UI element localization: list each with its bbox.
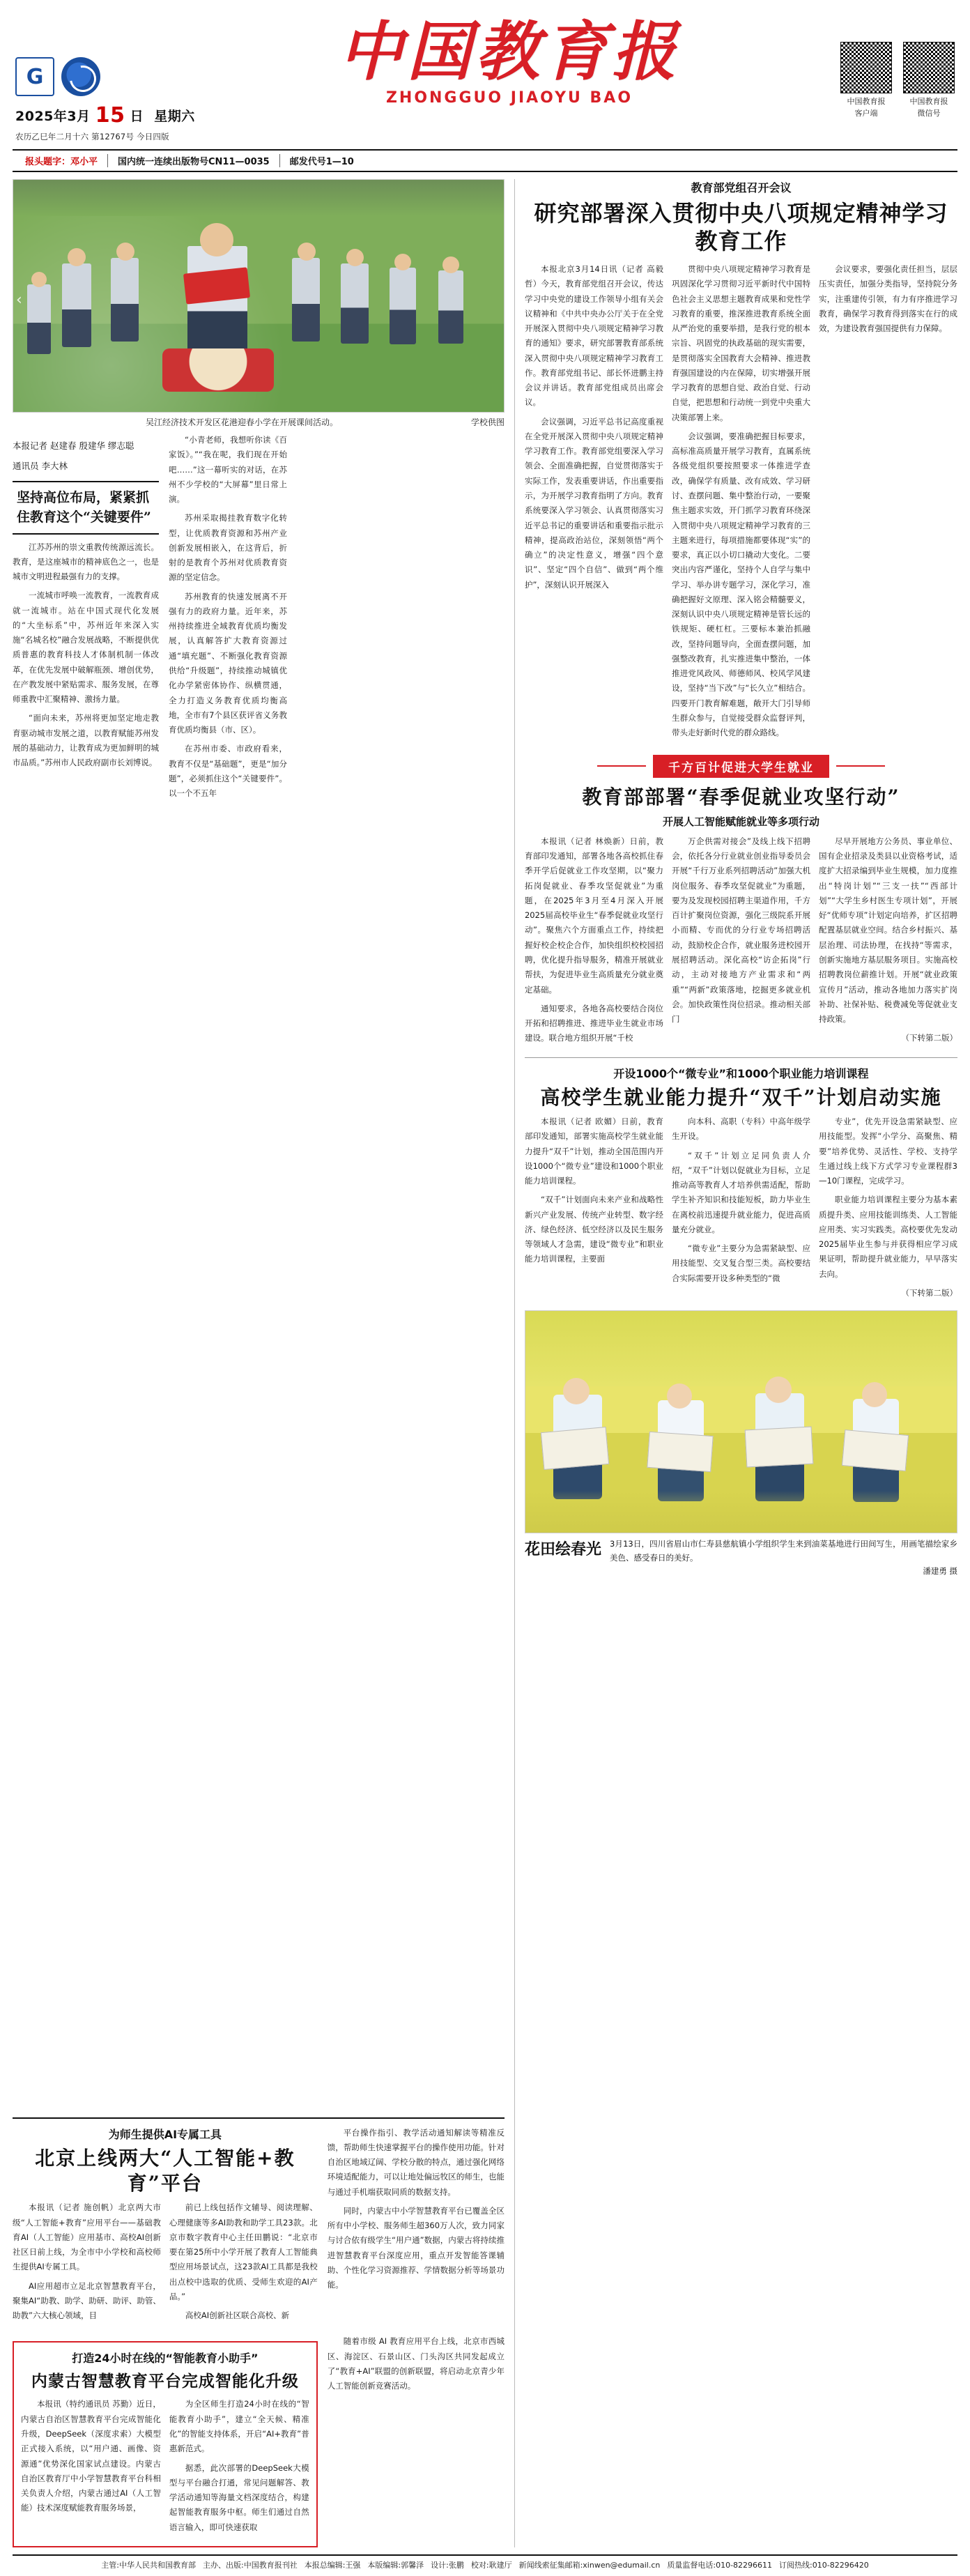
issue-meta: 农历乙巳年二月十六 第12767号 今日四版 <box>15 132 169 141</box>
date-day-suffix: 日 <box>130 109 144 124</box>
ai-col-extra <box>328 2334 505 2398</box>
paragraph: “双千”计划面向未来产业和战略性新兴产业发展、传统产业转型、数字经济、绿色经济、低空经济以及民生服务等领域人才急需，建设“微专业”和职业能力培训课程，主要面 <box>524 1195 663 1264</box>
qr-app-line2: 客户端 <box>854 108 878 118</box>
paragraph: 尽早开展地方公务员、事业单位、国有企业招录及类县以业资格考试，适度扩大招录编到毕业生规模，加力度推出“特岗计划”“三支一扶”“西部计划”“大学生乡村医生专项计划”，开展好“优师专项”计划定向培养，扩区招聘配置基层就业空间。结合乡村振兴、基层治理、司法协理，在找持“等需求，创新实施地方基层服务项目。实施高校招聘教岗位薪推计划。开展“就业政策宣传月”活动，推动各地加力落实扩岗补助、社保补贴、税费减免等促就业支持政策。 <box>819 836 958 1025</box>
article1-body <box>525 262 957 745</box>
footer-item: 主管:中华人民共和国教育部 <box>101 2560 196 2570</box>
paragraph: 职业能力培训课程主要分为基本素质提升类、应用技能训练类、人工智能应用类、实习实践类。高校要优先发动2025届毕业生参与并获得相应学习成果证明，帮助提升就业能力，早早落实去向。 <box>819 1195 958 1279</box>
lead-photo-block <box>13 179 505 429</box>
byline-correspondent: 通讯员 李大林 <box>13 461 68 472</box>
byline-reporters: 本报记者 赵建春 殷建华 缪志聪 <box>13 440 134 451</box>
paragraph: 向本科、高职（专科）中高年级学生开设。 <box>671 1117 810 1142</box>
info-post-code: 邮发代号1—10 <box>289 157 354 167</box>
lead-byline-and-headline <box>13 433 505 2110</box>
redbox-col2 <box>169 2397 309 2538</box>
ai-article-headline: 北京上线两大“人工智能+教育”平台 <box>35 2146 295 2195</box>
page-title: 中国教育报 <box>338 14 680 89</box>
paragraph: （下转第二版） <box>901 1033 958 1043</box>
paragraph: 苏州采取揭挂教育数字化转型，让优质教育资源和苏州产业创新发展相嵌入，在这背后，折射的是教育个苏州对优质教育资源的坚定信念。 <box>169 513 287 583</box>
column-divider <box>514 179 515 2547</box>
divider <box>525 1057 957 1058</box>
paragraph: 一流城市呼唤一流教育，一流教育成就一流城市。站在中国式现代化发展的“大坐标系”中，苏州近年来深入实施“名城名校”融合发展战略，不断提供优质普惠的教育科技人才体制机制一体改革，在优先发展中破解瓶颈、增创优势，在产教发展中紧贴需求、服务发展，在尊师重教中汇聚精神、激扬力量。 <box>13 590 159 705</box>
inner-mongolia-article-box <box>13 2341 318 2547</box>
paragraph: 江苏苏州的崇文重教传统源远流长。教育，是这座城市的精神底色之一，也是城市文明进程最强有力的支撑。 <box>13 542 159 582</box>
footer-item: 设计:张鹏 <box>431 2560 464 2570</box>
ai-col3 <box>328 2126 505 2328</box>
paragraph: 随着市级 AI 教育应用平台上线，北京市西城区、海淀区、石景山区、门头沟区共同发起成立了“教育+AI”联盟的创新联盟，将启动北京青少年人工智能创新竞赛活动。 <box>327 2336 505 2391</box>
qr-wechat[interactable] <box>903 42 955 119</box>
section-banner <box>525 755 957 778</box>
paragraph: 同时，内蒙古中小学智慧教育平台已覆盖全区所有中小学校、服务师生超360万人次，致力同家与讨合依有级学生“用户通”数据，内蒙古将持续推进智慧教育平台深度应用，重点开发智能答课辅助、个性化学习资源推荐、学情数据分析等场景功能。 <box>327 2205 505 2290</box>
redbox-kicker: 打造24小时在线的“智能教育小助手” <box>72 2352 259 2366</box>
paragraph: 本报讯（特约通讯员 苏勤）近日，内蒙古自治区智慧教育平台完成智能化升级，DeepSeek（深度求索）大模型正式接入系统，以“用户通、画像、资源通”优势深化国家试点建设。内蒙古自治区教育厅中小学智慧教育平台科相关负责人介绍，内蒙古通过AI（人工智能）技术深度赋能教育服务场景， <box>21 2399 161 2513</box>
paragraph: 贯彻中央八项规定精神学习教育是巩固深化学习贯彻习近平新时代中国特色社会主义思想主题教育成果和党性学习教育的重要，推深推进教育系统全面从严治党的重要举措，是我行党的根本宗旨、巩固党的执政基础的现实需要，是贯彻落实全国教育大会精神、推进教育强国建设的内在保障，切实增强开展学习教育的思想自觉、政治自觉、行动自觉，把思想和行动统一到党中央重大决策部署上来。 <box>671 264 810 422</box>
paragraph: 本报讯（记者 欧媚）日前，教育部印发通知，部署实施高校学生就业能力提升“双千”计划，推动全国范围内开设1000个“微专业”建设和1000个职业能力培训课程。 <box>524 1117 663 1186</box>
paragraph: 在苏州市委、市政府看来，教育不仅是“基础题”，更是“加分题”，必须抓住这个“关键要件”。以一个不五年 <box>169 744 287 799</box>
paragraph: 前已上线包括作文辅导、阅读理解、心理健康等多AI助教和助学工具23款。北京市数字教育中心主任田鹏说：“北京市要在第25所中小学开展了教育人工智能典型应用场景试点，这23款AI工具都是我校出点校中选取的优质、受师生欢迎的AI产品。” <box>169 2202 318 2301</box>
footer-item: 新闻线索征集邮箱:xinwen@edumail.cn <box>518 2560 661 2570</box>
paragraph: 会议强调，要准确把握目标要求，高标准高质量开展学习教育，直属系统各级党组织要按照要求一体推进学查改，确保学有质量、改有成效、学习研讨、查摆问题、集中整治行动，一要聚焦主题求实效，开门抓学习教育环绕深入贯彻中央八项规定精神学习教育的三主题来进行，每项措施都要体现“实”的要求，真正以小切口撬动大变化。二要突出内容严谨化，坚持个人自学与集中学习、举办讲专题学习，深化学习，准确把握好文原理、深入铭会精髓要义，深刻认识中央八项规定精神是管长远的铁规矩、硬杠杠。三要标本兼治抓融改，坚持问题导向，全面查摆问题，加强整改教育，扎实推进集中整治，一体推进党风政风、师德师风、校风学风建设，坚持“当下改”与“长久立”相结合。四要开门教育解难题，敞开大门引导师生群众参与，自觉接受群众监督评判，带头走好新时代党的群众路线。 <box>671 431 810 738</box>
footer-item: 本版编辑:郭馨泽 <box>367 2560 424 2570</box>
masthead-left <box>15 15 224 142</box>
masthead-logos <box>15 57 224 96</box>
lead-photo-caption-text: 吴江经济技术开发区花港迎春小学在开展课间活动。 <box>145 417 338 427</box>
article3-kicker: 开设1000个“微专业”和1000个职业能力培训课程 <box>613 1066 869 1080</box>
banner-dash-left <box>597 765 646 767</box>
publisher-logo-icon <box>15 57 54 96</box>
footer-item: 质量监督电话:010-82296611 <box>667 2560 773 2570</box>
banner-dash-right <box>836 765 885 767</box>
ai-article-kicker: 为师生提供AI专属工具 <box>108 2127 222 2141</box>
article2-col2 <box>672 834 810 1050</box>
paragraph: 高校AI创新社区联合高校、新 <box>185 2310 290 2321</box>
page-grid <box>13 179 957 2547</box>
banner-label: 千方百计促进大学生就业 <box>653 755 829 778</box>
article1-col2 <box>672 262 810 745</box>
article3-col1 <box>525 1114 663 1305</box>
article3-col3 <box>819 1114 957 1305</box>
masthead <box>13 11 957 142</box>
photo2-caption-text: 3月13日，四川省眉山市仁寿县慈航镇小学组织学生来到油菜基地进行田间写生，用画笔描绘家乡美色、感受春日的美好。 <box>609 1539 957 1563</box>
paragraph: 本报讯（记者 林焕新）日前，教育部印发通知，部署各地各高校抓住春季开学后促就业工作攻坚期，以“聚力拓岗促就业、春季攻坚促就业”为重题，在2025年3月至4月深入开展2025届高校毕业生“春季促就业攻坚行动”。聚焦六个方面重点工作，持续把握好校企校企合作，加快组织校校园招聘，优化提升指导服务，精准开展就业帮扶，为促进毕业生高质量充分就业奠定基础。 <box>524 836 663 995</box>
redbox-headline: 内蒙古智慧教育平台完成智能化升级 <box>31 2372 299 2391</box>
qr-wechat-line1: 中国教育报 <box>909 97 948 106</box>
paragraph: 会议强调，习近平总书记高度重视在全党开展深入贯彻中央八项规定精神学习教育工作。教育部党组要深入学习领会、全面准确把握，自觉贯彻落实于实际工作，发表重要讲话，作出重要指示，为开展学习教育指明了方向。教育系统要深入学习领会、认真贯彻落实习近平总书记的重要讲话和重要指示批示精神，提高政治站位，深刻领悟“两个确立”的决定性意义，增强“四个意识”、坚定“四个自信”、做到“两个维护”，深刻认识开展深入 <box>524 416 663 590</box>
paragraph: “微专业”主要分为急需紧缺型、应用技能型、交叉复合型三类。高校要结合实际需要开设多种类型的“微 <box>671 1243 810 1283</box>
divider <box>13 2117 505 2119</box>
paragraph: 苏州教育的快速发展离不开强有力的政府力量。近年来，苏州持续推进全域教育优质均衡发展，认真解答扩大教育资源过通“填充题”、不断强化教育资源供给“升级题”，持续推动城镇优化办学紧密体协作、纵横贯通，全力打造义务教育优质均衡高地，全市有7个县区获评省义务教育优质均衡县（市、区）。 <box>169 591 287 735</box>
article3-body <box>525 1114 957 1305</box>
ai-col1 <box>13 2200 161 2327</box>
rapeseed-field-photo <box>525 1310 957 1533</box>
paragraph: 为全区师生打造24小时在线的“智能教育小助手”，建立“全天候、精准化”的智能支持体系，开启“AI+教育”普惠新范式。 <box>169 2399 309 2454</box>
lead-photo-caption <box>13 416 505 429</box>
qr-wechat-line2: 微信号 <box>917 108 941 118</box>
qr-app-line1: 中国教育报 <box>847 97 886 106</box>
footer-item: 主办、出版:中国教育报刊社 <box>202 2560 298 2570</box>
paragraph: “小青老师，我想听你读《百家饭》。”“我在呢，我们现在开始吧……”这一幕听实的对话，在苏州不少学校的“大屏幕”里日常上演。 <box>169 435 287 505</box>
masthead-title-block <box>224 15 794 107</box>
qr-app[interactable] <box>840 42 892 119</box>
paragraph: 本报讯（记者 施创帆）北京两大市级“人工智能+教育”应用平台——基础教育AI（人工智能）应用基市、高校AI创新社区日前上线，为全市中小学校和高校师生提供AI专属工具。 <box>13 2202 161 2272</box>
rapeseed-photo-caption <box>525 1538 957 1579</box>
footer-item: 订阅热线:010-82296420 <box>779 2560 869 2570</box>
article1-kicker: 教育部党组召开会议 <box>691 181 792 194</box>
qr-code-icon <box>840 42 892 93</box>
footer-item: 校对:耿建厅 <box>470 2560 512 2570</box>
paragraph: （下转第二版） <box>901 1287 958 1298</box>
page-title-pinyin: ZHONGGUO JIAOYU BAO <box>385 89 633 107</box>
article2-headline: 教育部部署“春季促就业攻坚行动” <box>582 785 900 808</box>
left-column <box>13 179 505 2547</box>
photo2-title: 花田绘春光 <box>524 1540 601 1559</box>
masthead-qr-block <box>794 15 955 119</box>
redbox-col1 <box>21 2397 161 2538</box>
date-year-month: 2025年3月 <box>15 109 91 124</box>
paragraph: 平台操作指引、教学活动通知解读等精准反馈，帮助师生快速掌握平台的操作使用功能。针对自治区地域辽阔、学校分散的特点，通过强化网络环境适配能力，可以让地处偏远牧区的师生，也能与通过手机端获取同质的数据支持。 <box>327 2127 505 2197</box>
article1-col3 <box>819 262 957 745</box>
paragraph: 专业”，优先开设急需紧缺型、应用技能型。发挥“小学分、高聚焦、精要”培养优势、灵活性、学校、支持学生通过线上线下方式学习专业课程群3—10门课程，完成学习。 <box>819 1117 958 1186</box>
issue-date <box>15 103 224 128</box>
info-calligrapher: 报头题字：邓小平 <box>15 154 108 167</box>
lead-subhead-1: 坚持高位布局，紧紧抓住教育这个“关键要件” <box>13 481 159 535</box>
right-column <box>525 179 957 2547</box>
paragraph: 本报北京3月14日讯（记者 高毅哲）今天，教育部党组召开会议，传达学习中央党的建设工作领导小组有关会议精神和《中共中央办公厅关于在全党开展深入贯彻中央八项规定精神学习教育的通知》要求，研究部署教育部系统深入贯彻中央八项规定精神学习教育工作。教育部党组书记、部长怀进鹏主持会议并讲话。教育部党组成员出席会议。 <box>524 264 663 408</box>
article1-col1 <box>525 262 663 745</box>
article3-headline: 高校学生就业能力提升“双千”计划启动实施 <box>540 1085 942 1109</box>
article2-subhead: 开展人工智能赋能就业等多项行动 <box>662 815 819 828</box>
lead-col1 <box>13 540 159 771</box>
article3-col2 <box>672 1114 810 1305</box>
weekday: 星期六 <box>154 109 195 124</box>
chevron-left-icon: ‹ <box>16 291 22 309</box>
article2-col1 <box>525 834 663 1050</box>
qr-code-icon <box>903 42 955 93</box>
page-footer <box>13 2554 957 2570</box>
ai-platform-article <box>13 2126 505 2328</box>
paragraph: “双千”计划立足同负责人介绍，“双千”计划以促就业为目标，立足推动高等教育人才培养供需适配，帮助学生补齐知识和技能短板，助力毕业生在离校前迅速提升就业能力，促进高质量充分就业。 <box>671 1150 810 1234</box>
footer-item: 本报总编辑:王强 <box>304 2560 361 2570</box>
article1-headline: 研究部署深入贯彻中央八项规定精神学习教育工作 <box>534 200 948 254</box>
date-day: 15 <box>95 103 125 128</box>
info-cn-number: 国内统一连续出版物号CN11—0035 <box>108 154 280 167</box>
secondary-logo-icon <box>61 57 100 96</box>
lead-photo <box>13 179 505 413</box>
paragraph: 万企供需对接会”及线上线下招聘会，依托各分行业就业创业指导委员会开展“千行万业系列招聘活动”加强大机岗位服务、春季攻坚促就业”为重题，要为及发现校园招聘主渠道作用，千方百计扩聚岗位资源，强化三级院系开展小而精、专而优的分行业专场招聘活动，鼓励校企合作，就业服务进校园开展招聘活动。深化高校“访企拓岗”行动，主动对接地方产业需求和“两重”“两新”政策落地，挖掘更多就业机会。加快政策性岗位招录。推动相关部门 <box>671 836 810 1025</box>
lead-col2 <box>169 433 287 2110</box>
article2-body <box>525 834 957 1050</box>
info-bar <box>13 149 957 172</box>
paragraph: AI应用超市立足北京智慧教育平台，聚集AI“助教、助学、助研、助评、助管、助教”六大核心领域，目 <box>13 2280 161 2321</box>
article2-col3 <box>819 834 957 1050</box>
ai-col2 <box>169 2200 318 2327</box>
photo2-credit: 潘建勇 摄 <box>923 1566 957 1577</box>
paragraph: 通知要求，各地各高校要结合岗位开拓和招聘推进、推进毕业生就业市场建设。联合地方组织开展“千校 <box>524 1003 663 1043</box>
paragraph: 会议要求，要强化责任担当，层层压实责任，加强分类指导，坚持院分务实，注重建传引领，有力有序推进学习教育，确保学习教育得到落实在行的成效，为建设教育强国提供有力保障。 <box>819 264 958 334</box>
paragraph: 据悉，此次部署的DeepSeek大模型与平台融合打通，常见问题解答、教学活动通知等海量文档深度结合，构建起智能教育服务中枢。师生们通过自然语言输入，即可快速获取 <box>169 2462 309 2532</box>
paragraph: “面向未来，苏州将更加坚定地走教育驱动城市发展之道，以教育赋能苏州发展的基础动力，让教育成为更加鲜明的城市品质。”苏州市人民政府副市长刘博说。 <box>13 713 159 768</box>
lead-photo-credit: 学校供图 <box>470 417 505 427</box>
logo-letter: G <box>26 64 44 89</box>
